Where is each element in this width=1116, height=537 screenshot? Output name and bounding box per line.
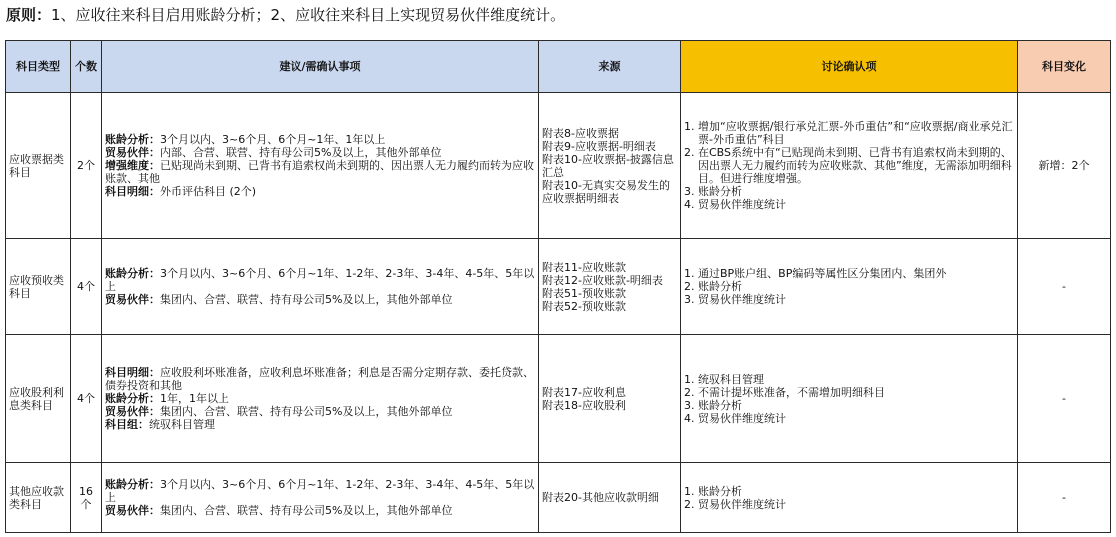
count-cell: 4个: [71, 335, 102, 463]
source-cell: [539, 335, 681, 463]
principle-text: 1、应收往来科目启用账龄分析；2、应收往来科目上实现贸易伙伴维度统计。: [51, 6, 566, 24]
header-suggestion: 建议/需确认事项: [102, 41, 539, 93]
suggestion-line: [105, 159, 535, 185]
suggestion-text: 3个月以内、3~6个月、6个月~1年、1年以上: [160, 133, 386, 146]
category-cell: 其他应收款类科目: [6, 463, 71, 533]
table-row: [6, 335, 1111, 463]
suggestion-line: [105, 293, 535, 306]
suggestion-text: 集团内、合营、联营、持有母公司5%及以上，其他外部单位: [160, 405, 453, 418]
header-count: 个数: [71, 41, 102, 93]
category-cell: 应收票据类科目: [6, 93, 71, 239]
suggestion-label: 账龄分析：: [105, 133, 160, 146]
suggestion-text: 1年，1年以上: [160, 392, 229, 405]
discussion-item: 2. 在CBS系统中有“已贴现尚未到期、已背书有追索权尚未到期的、因出票人无力履约而转为应收账款、其他”维度，无需添加明细科目。但进行维度增强。: [698, 146, 1014, 185]
discussion-item: 3. 贸易伙伴维度统计: [698, 293, 1014, 306]
count-cell: 4个: [71, 239, 102, 335]
suggestion-label: 账龄分析：: [105, 392, 160, 405]
suggestion-line: [105, 405, 535, 418]
discussion-cell: [681, 239, 1018, 335]
suggestion-label: 增强维度：: [105, 159, 160, 172]
principle-line: [6, 4, 565, 26]
suggestion-text: 已贴现尚未到期、已背书有追索权尚未到期的、因出票人无力履约而转为应收账款、其他: [105, 159, 534, 185]
suggestion-cell: [102, 239, 539, 335]
discussion-list: [684, 120, 1014, 211]
source-cell: [539, 463, 681, 533]
source-cell: [539, 93, 681, 239]
discussion-list: [684, 373, 1014, 425]
header-category: 科目类型: [6, 41, 71, 93]
discussion-item: 4. 贸易伙伴维度统计: [698, 412, 1014, 425]
source-line: 附表10-应收票据-披露信息汇总: [542, 152, 674, 179]
source-line: 附表17-应收利息: [542, 385, 626, 399]
table-row: [6, 463, 1111, 533]
suggestion-text: 统驭科目管理: [149, 418, 215, 431]
suggestion-text: 内部、合营、联营、持有母公司5%及以上，其他外部单位: [160, 146, 442, 159]
suggestion-text: 3个月以内、3~6个月、6个月~1年、1-2年、2-3年、3-4年、4-5年、5年以上: [105, 267, 535, 293]
suggestion-text: 3个月以内、3~6个月、6个月~1年、1-2年、2-3年、3-4年、4-5年、5年以上: [105, 478, 535, 504]
header-change: 科目变化: [1018, 41, 1111, 93]
discussion-item: 1. 统驭科目管理: [698, 373, 1014, 386]
discussion-item: 1. 增加“应收票据/银行承兑汇票-外币重估”和“应收票据/商业承兑汇票-外币重估”科目: [698, 120, 1014, 146]
suggestion-line: [105, 504, 535, 517]
suggestion-label: 贸易伙伴：: [105, 405, 160, 418]
suggestion-text: 集团内、合营、联营、持有母公司5%及以上，其他外部单位: [160, 293, 453, 306]
suggestion-line: [105, 392, 535, 405]
source-line: 附表51-预收账款: [542, 286, 626, 300]
source-line: 附表52-预收账款: [542, 299, 626, 313]
suggestion-line: [105, 185, 535, 198]
source-line: 附表9-应收票据-明细表: [542, 139, 656, 153]
discussion-item: 3. 账龄分析: [698, 185, 1014, 198]
suggestion-text: 应收股利坏账准备，应收利息坏账准备；利息是否需分定期存款、委托贷款、债券投资和其他: [105, 366, 534, 392]
table-row: [6, 93, 1111, 239]
suggestion-label: 贸易伙伴：: [105, 293, 160, 306]
source-line: 附表20-其他应收款明细: [542, 491, 659, 504]
discussion-item: 4. 贸易伙伴维度统计: [698, 198, 1014, 211]
suggestion-label: 账龄分析：: [105, 267, 160, 280]
principle-label: 原则：: [6, 6, 52, 24]
change-cell: -: [1018, 463, 1111, 533]
discussion-cell: [681, 335, 1018, 463]
suggestion-cell: [102, 335, 539, 463]
discussion-list: [684, 485, 1014, 511]
change-cell: -: [1018, 335, 1111, 463]
table-row: [6, 239, 1111, 335]
change-cell: 新增：2个: [1018, 93, 1111, 239]
suggestion-text: 外币评估科目 (2个): [160, 185, 257, 198]
source-line: 附表18-应收股利: [542, 398, 626, 412]
suggestion-label: 科目明细：: [105, 366, 160, 379]
suggestion-cell: [102, 93, 539, 239]
source-line: 附表12-应收账款-明细表: [542, 273, 663, 287]
source-line: 附表11-应收账款: [542, 260, 626, 274]
discussion-item: 2. 不需计提坏账准备，不需增加明细科目: [698, 386, 1014, 399]
account-table: [5, 40, 1111, 533]
category-cell: 应收预收类科目: [6, 239, 71, 335]
header-row: [6, 41, 1111, 93]
source-line: 附表10-无真实交易发生的应收票据明细表: [542, 178, 670, 205]
discussion-item: 1. 通过BP账户组、BP编码等属性区分集团内、集团外: [698, 267, 1014, 280]
suggestion-text: 集团内、合营、联营、持有母公司5%及以上，其他外部单位: [160, 504, 453, 517]
category-cell: 应收股利利息类科目: [6, 335, 71, 463]
change-cell: -: [1018, 239, 1111, 335]
suggestion-line: [105, 146, 535, 159]
suggestion-label: 账龄分析：: [105, 478, 160, 491]
suggestion-line: [105, 478, 535, 504]
count-cell: 2个: [71, 93, 102, 239]
suggestion-label: 科目组：: [105, 418, 149, 431]
source-line: 附表8-应收票据: [542, 126, 619, 140]
count-cell: 16个: [71, 463, 102, 533]
header-source: 来源: [539, 41, 681, 93]
suggestion-line: [105, 133, 535, 146]
discussion-item: 1. 账龄分析: [698, 485, 1014, 498]
suggestion-label: 贸易伙伴：: [105, 146, 160, 159]
source-cell: [539, 239, 681, 335]
discussion-cell: [681, 93, 1018, 239]
suggestion-line: [105, 418, 535, 431]
header-discussion: 讨论确认项: [681, 41, 1018, 93]
discussion-item: 2. 账龄分析: [698, 280, 1014, 293]
suggestion-line: [105, 267, 535, 293]
suggestion-cell: [102, 463, 539, 533]
discussion-list: [684, 267, 1014, 306]
discussion-cell: [681, 463, 1018, 533]
suggestion-label: 科目明细：: [105, 185, 160, 198]
suggestion-label: 贸易伙伴：: [105, 504, 160, 517]
suggestion-line: [105, 366, 535, 392]
discussion-item: 3. 账龄分析: [698, 399, 1014, 412]
discussion-item: 2. 贸易伙伴维度统计: [698, 498, 1014, 511]
